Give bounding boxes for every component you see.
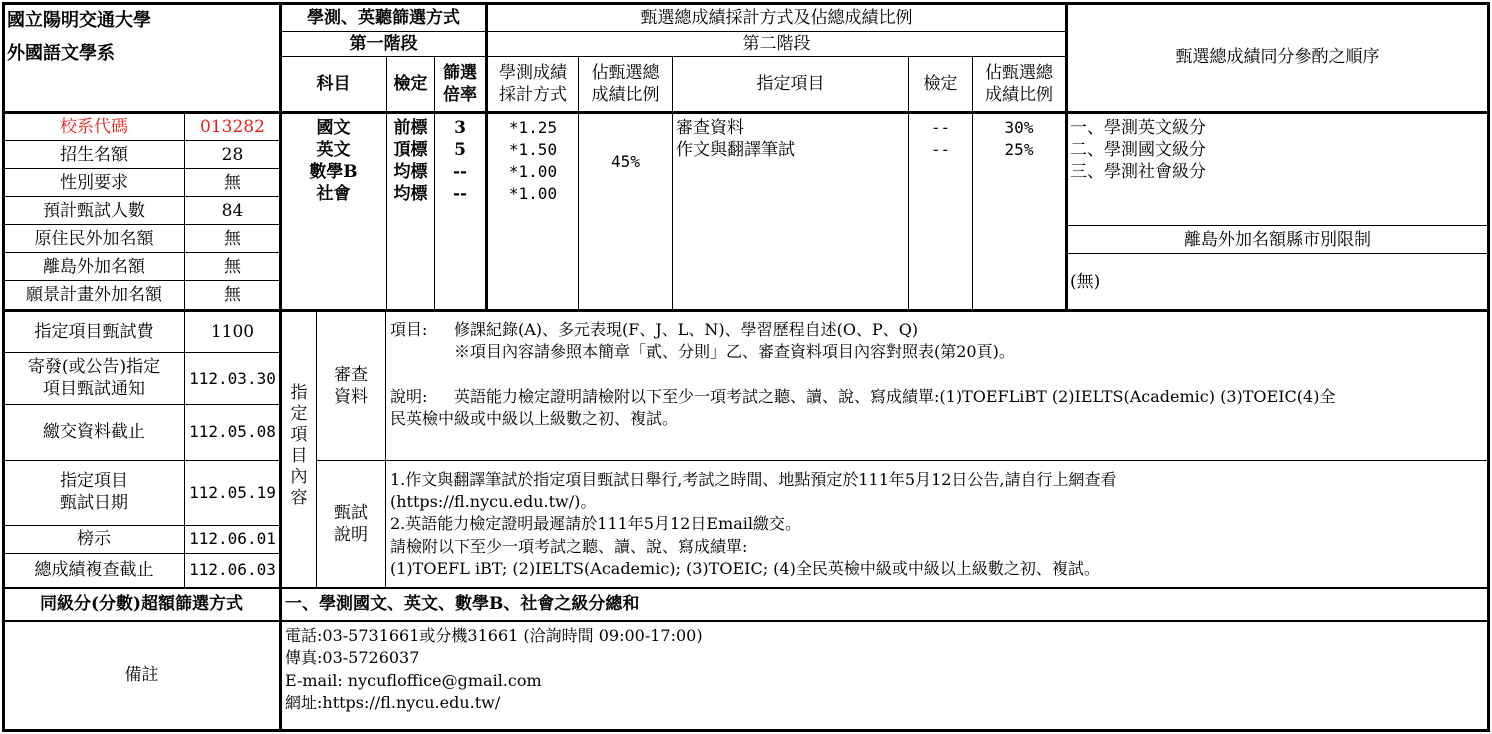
ratio-header: 篩選 倍率 xyxy=(443,63,477,105)
school-name: 國立陽明交通大學 xyxy=(7,10,151,31)
border xyxy=(3,252,280,253)
exam-line: (https://fl.nycu.edu.tw/)。 xyxy=(390,492,597,511)
border xyxy=(385,311,386,588)
date-value: 112.05.08 xyxy=(189,422,276,441)
info-value: 無 xyxy=(224,257,241,277)
stage1-check: 均標 xyxy=(393,162,428,182)
designated-item: 作文與翻譯筆試 xyxy=(676,140,795,160)
stage1-check: 頂標 xyxy=(393,140,428,160)
gsat-weight: *1.00 xyxy=(508,162,558,181)
border xyxy=(2,2,1490,5)
border xyxy=(3,352,280,353)
border xyxy=(1067,253,1489,254)
designated-check: -- xyxy=(930,140,951,159)
info-value: 無 xyxy=(224,173,241,193)
border xyxy=(2,309,1490,312)
review-desc-label: 說明: xyxy=(390,387,428,406)
gsat-weight: *1.25 xyxy=(508,118,558,137)
border xyxy=(3,168,280,169)
stage1-subject: 英文 xyxy=(316,140,351,160)
border xyxy=(280,56,1066,57)
stage1-subject: 數學B xyxy=(309,162,358,182)
check2-header: 檢定 xyxy=(923,74,958,94)
date-label: 指定項目 甄試日期 xyxy=(60,471,128,513)
designated-check: -- xyxy=(930,118,951,137)
info-value: 28 xyxy=(221,145,244,165)
review-item-label: 項目: xyxy=(390,320,428,339)
stage1-subject: 社會 xyxy=(316,184,351,204)
review-desc-text-cont: 民英檢中級或中級以上級數之初、複試。 xyxy=(390,409,679,428)
review-item-text: 修課紀錄(A)、多元表現(F、J、L、N)、學習歷程自述(O、P、Q) xyxy=(454,320,919,339)
date-label: 寄發(或公告)指定 項目甄試通知 xyxy=(27,357,161,399)
gsat-pct: 45% xyxy=(611,152,640,171)
date-label: 指定項目甄試費 xyxy=(34,322,154,342)
info-value: 84 xyxy=(221,201,244,221)
designated-item: 審查資料 xyxy=(676,118,744,138)
gsat-weight: *1.00 xyxy=(508,184,558,203)
notes-label: 備註 xyxy=(124,665,159,685)
notes-line: 傳真:03-5726037 xyxy=(285,648,420,667)
stage1-subject: 國文 xyxy=(316,118,351,138)
tie-order-title: 甄選總成績同分參酌之順序 xyxy=(1175,47,1380,67)
border xyxy=(316,311,317,588)
total-score-title: 甄選總成績採計方式及佔總成績比例 xyxy=(640,8,913,28)
review-label: 審查 資料 xyxy=(334,365,368,407)
designated-pct: 30% xyxy=(1004,118,1034,137)
border xyxy=(316,460,1488,461)
exam-line: 請檢附以下至少一項考試之聽、讀、說、寫成績單: xyxy=(390,537,748,556)
border xyxy=(3,196,280,197)
gsat-method-header: 學測成績 採計方式 xyxy=(499,63,567,105)
border xyxy=(3,460,280,461)
date-label: 繳交資料截止 xyxy=(43,422,145,442)
border xyxy=(1067,225,1489,226)
border xyxy=(3,525,280,526)
tie-order-item: 二、學測國文級分 xyxy=(1070,140,1206,160)
info-label: 願景計畫外加名額 xyxy=(26,285,162,305)
info-value: 無 xyxy=(224,285,241,305)
stage1-check: 前標 xyxy=(393,118,428,138)
border xyxy=(3,280,280,281)
stage1-check: 均標 xyxy=(393,184,428,204)
stage1-ratio: 5 xyxy=(454,140,466,160)
tie-order-item: 三、學測社會級分 xyxy=(1070,162,1206,182)
stage1-ratio: -- xyxy=(452,162,468,182)
designated-pct-header: 佔甄選總 成績比例 xyxy=(985,63,1053,105)
notes-line: 電話:03-5731661或分機31661 (洽詢時間 09:00-17:00) xyxy=(285,626,703,645)
designated-pct: 25% xyxy=(1004,140,1034,159)
check-header: 檢定 xyxy=(393,74,428,94)
tiebreak-value: 一、學測國文、英文、數學B、社會之級分總和 xyxy=(285,594,640,614)
date-label: 榜示 xyxy=(77,529,111,549)
subject-header: 科目 xyxy=(316,74,351,94)
designated-content-vertical-label: 指 定 項 目 內 容 xyxy=(290,383,308,508)
stage2-title: 第二階段 xyxy=(742,34,811,54)
border xyxy=(2,729,1490,732)
border xyxy=(279,2,282,732)
tie-order-item: 一、學測英文級分 xyxy=(1070,118,1206,138)
tiebreak-label: 同級分(分數)超額篩選方式 xyxy=(39,594,244,614)
date-value: 112.06.01 xyxy=(189,529,276,548)
border xyxy=(2,620,1490,622)
department-name: 外國語文學系 xyxy=(7,43,115,64)
border xyxy=(3,404,280,405)
info-value: 013282 xyxy=(200,117,265,137)
notes-line: E-mail: nycufloffice@gmail.com xyxy=(285,671,542,690)
stage1-title: 第一階段 xyxy=(349,34,418,54)
date-value: 112.05.19 xyxy=(189,483,276,502)
info-label: 招生名額 xyxy=(60,145,128,165)
island-limit-title: 離島外加名額縣市別限制 xyxy=(1184,230,1371,250)
gsat-pct-header: 佔甄選總 成績比例 xyxy=(591,63,660,105)
review-desc-text: 英語能力檢定證明請檢附以下至少一項考試之聽、讀、說、寫成績單:(1)TOEFLiBT (2)IELTS(Academic) (3)TOEIC(4)全 xyxy=(454,387,1336,406)
info-label: 離島外加名額 xyxy=(43,257,145,277)
exam-label: 甄試 說明 xyxy=(334,503,368,545)
review-item-note: ※項目內容請參照本簡章「貳、分則」乙、審查資料項目內容對照表(第20頁)。 xyxy=(454,342,1015,361)
notes-line: 網址:https://fl.nycu.edu.tw/ xyxy=(285,693,501,712)
info-label: 原住民外加名額 xyxy=(34,229,154,249)
date-label: 總成績複查截止 xyxy=(34,560,154,580)
border xyxy=(2,111,1490,114)
date-value: 112.06.03 xyxy=(189,560,276,579)
border xyxy=(2,587,1490,589)
stage1-ratio: -- xyxy=(452,184,468,204)
info-label: 校系代碼 xyxy=(60,117,128,137)
border xyxy=(280,31,1066,32)
island-limit-value: (無) xyxy=(1070,272,1101,292)
exam-line: (1)TOEFL iBT; (2)IELTS(Academic); (3)TOEIC; (4)全民英檢中級或中級以上級數之初、複試。 xyxy=(390,559,1100,578)
border xyxy=(3,224,280,225)
border xyxy=(3,140,280,141)
info-label: 預計甄試人數 xyxy=(43,201,145,221)
designated-header: 指定項目 xyxy=(756,74,825,94)
border xyxy=(3,553,280,554)
exam-line: 2.英語能力檢定證明最遲請於111年5月12日Email繳交。 xyxy=(390,514,801,533)
screen-method-title: 學測、英聽篩選方式 xyxy=(307,8,460,28)
info-value: 無 xyxy=(224,229,241,249)
gsat-weight: *1.50 xyxy=(508,140,558,159)
date-value: 1100 xyxy=(210,322,255,342)
stage1-ratio: 3 xyxy=(454,118,466,138)
info-label: 性別要求 xyxy=(60,173,128,193)
date-value: 112.03.30 xyxy=(189,369,276,388)
exam-line: 1.作文與翻譯筆試於指定項目甄試日舉行,考試之時間、地點預定於111年5月12日公告,請自行上網查看 xyxy=(390,470,1117,489)
